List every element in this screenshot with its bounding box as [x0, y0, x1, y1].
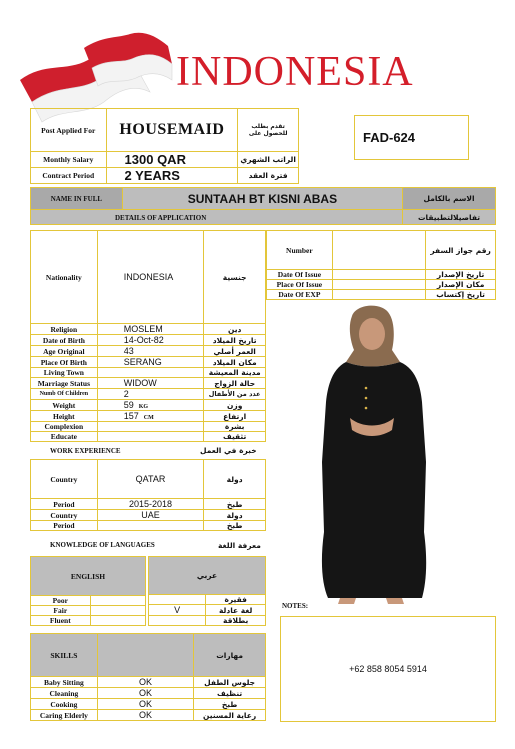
- skill-label: Cleaning: [31, 688, 98, 699]
- birthplace-value: SERANG: [97, 357, 204, 368]
- post-label-ar: تقدم بطلب للحصول على: [238, 109, 299, 152]
- educate-label: Educate: [31, 432, 98, 442]
- english-fair-value: [90, 606, 145, 616]
- english-fluent-value: [90, 616, 145, 626]
- height-unit: CM: [143, 415, 154, 421]
- arabic-poor-label: فقيرة: [206, 595, 266, 605]
- complexion-value: [97, 422, 204, 432]
- weight-label-ar: وزن: [204, 400, 266, 411]
- skill-value: OK: [97, 710, 193, 721]
- detail-row: [31, 368, 266, 378]
- weight-label: Weight: [31, 400, 98, 411]
- english-poor-label: Poor: [31, 596, 91, 606]
- post-row: [31, 109, 299, 152]
- work-country-label: Country: [31, 510, 98, 521]
- passport-table: [266, 230, 496, 300]
- issue-date-label-ar: تاريخ الإصدار: [426, 270, 496, 280]
- detail-row: [31, 357, 266, 368]
- salary-value: 1300 QAR: [106, 152, 238, 168]
- arabic-poor-value: [149, 595, 206, 605]
- work-period-label-ar: طبخ: [204, 521, 266, 531]
- marriage-label-ar: حالة الزواج: [204, 378, 266, 389]
- living-town-label: Living Town: [31, 368, 98, 378]
- work-period-label: Period: [31, 499, 98, 510]
- skill-label-ar: جلوس الطفل: [194, 677, 266, 688]
- languages-label: KNOWLEDGE OF LANGUAGES: [50, 541, 155, 549]
- dob-label-ar: تاريخ الميلاد: [204, 335, 266, 346]
- skill-value: OK: [97, 699, 193, 710]
- arabic-fair-label: لغة عادلة: [206, 605, 266, 616]
- educate-value: [97, 432, 204, 442]
- contract-row: [31, 168, 299, 184]
- applicant-photo: [310, 302, 436, 607]
- height-label: Height: [31, 411, 98, 422]
- work-period-label: Period: [31, 521, 98, 531]
- detail-row: [31, 346, 266, 357]
- name-table: [30, 187, 496, 225]
- marriage-value: WIDOW: [97, 378, 204, 389]
- skill-label-ar: تنظيف: [194, 688, 266, 699]
- work-country-label-ar: دولة: [204, 510, 266, 521]
- details-label: DETAILS OF APPLICATION: [115, 213, 207, 222]
- issue-place-value: [332, 280, 425, 290]
- personal-details-table: [30, 230, 266, 442]
- name-label: NAME IN FULL: [31, 188, 123, 210]
- work-experience-label-ar: خبرة في العمل: [200, 446, 257, 455]
- notes-label: NOTES:: [282, 602, 309, 610]
- arabic-fluent-label: بطلاقة: [206, 616, 266, 626]
- detail-row: [31, 422, 266, 432]
- full-name-value: SUNTAAH BT KISNI ABAS: [122, 188, 402, 210]
- arabic-fluent-value: [149, 616, 206, 626]
- reference-code: FAD-624: [363, 130, 416, 145]
- detail-row: [31, 335, 266, 346]
- birthplace-label-ar: مكان الميلاد: [204, 357, 266, 368]
- weight-unit: KG: [138, 404, 149, 410]
- expiry-label-ar: تاريخ إكتساب: [426, 290, 496, 300]
- nationality-label: Nationality: [31, 231, 98, 324]
- work-period-value: 2015-2018: [97, 499, 204, 510]
- detail-row: [31, 411, 266, 422]
- living-town-label-ar: مدينة المعيشة: [204, 368, 266, 378]
- work-experience-table: [30, 459, 266, 531]
- complexion-label-ar: بشرة: [204, 422, 266, 432]
- salary-label: Monthly Salary: [31, 152, 107, 168]
- marriage-label: Marriage Status: [31, 378, 98, 389]
- complexion-label: Complexion: [31, 422, 98, 432]
- skill-value: OK: [97, 688, 193, 699]
- skills-label-ar: مهارات: [194, 634, 266, 677]
- children-label-ar: عدد من الأطفال: [204, 389, 266, 400]
- children-label: Numb Of Children: [31, 389, 98, 400]
- issue-date-label: Date Of Issue: [267, 270, 333, 280]
- reference-code-box: [354, 115, 469, 160]
- job-info-table: [30, 108, 299, 184]
- work-period-value: [97, 521, 204, 531]
- contract-label: Contract Period: [31, 168, 107, 184]
- skill-label-ar: طبخ: [194, 699, 266, 710]
- expiry-value: [332, 290, 425, 300]
- issue-date-value: [332, 270, 425, 280]
- height-value: 157: [123, 411, 139, 421]
- detail-row: [31, 324, 266, 335]
- arabic-fair-value: V: [149, 605, 206, 616]
- notes-box: [280, 616, 496, 722]
- salary-label-ar: الراتب الشهري: [238, 152, 299, 168]
- religion-label-ar: دين: [204, 324, 266, 335]
- contract-label-ar: فترة العقد: [238, 168, 299, 184]
- skill-label: Caring Elderly: [31, 710, 98, 721]
- expiry-label: Date Of EXP: [267, 290, 333, 300]
- skills-table: [30, 633, 266, 721]
- detail-row: [31, 432, 266, 442]
- work-country-value: UAE: [97, 510, 204, 521]
- skill-value: OK: [97, 677, 193, 688]
- age-label: Age Original: [31, 346, 98, 357]
- living-town-value: [97, 368, 204, 378]
- skill-label: Baby Sitting: [31, 677, 98, 688]
- arabic-header: عربي: [149, 557, 266, 595]
- skills-label: SKILLS: [31, 634, 98, 677]
- name-label-ar: الاسم بالكامل: [403, 188, 496, 210]
- english-level-table: [30, 556, 146, 626]
- educate-label-ar: تثقيف: [204, 432, 266, 442]
- issue-place-label: Place Of Issue: [267, 280, 333, 290]
- salary-row: [31, 152, 299, 168]
- dob-value: 14-Oct-82: [97, 335, 204, 346]
- languages-label-ar: معرفة اللغة: [218, 541, 261, 550]
- skill-label: Cooking: [31, 699, 98, 710]
- religion-value: MOSLEM: [97, 324, 204, 335]
- arabic-level-table: [148, 556, 266, 626]
- english-fluent-label: Fluent: [31, 616, 91, 626]
- post-value: HOUSEMAID: [106, 109, 238, 152]
- passport-number-value: [332, 231, 425, 270]
- work-country-label-ar: دولة: [204, 460, 266, 499]
- nationality-label-ar: جنسية: [204, 231, 266, 324]
- english-fair-label: Fair: [31, 606, 91, 616]
- passport-number-label: Number: [267, 231, 333, 270]
- phone-number: +62 858 8054 5914: [349, 664, 427, 674]
- height-label-ar: ارتفاع: [204, 411, 266, 422]
- dob-label: Date of Birth: [31, 335, 98, 346]
- work-country-value: QATAR: [97, 460, 204, 499]
- english-poor-value: [90, 596, 145, 606]
- work-country-label: Country: [31, 460, 98, 499]
- detail-row: [31, 231, 266, 324]
- passport-number-label-ar: رقم جواز السفر: [426, 231, 496, 270]
- skill-label-ar: رعاية المسنين: [194, 710, 266, 721]
- detail-row: [31, 378, 266, 389]
- issue-place-label-ar: مكان الإصدار: [426, 280, 496, 290]
- post-label: Post Applied For: [31, 109, 107, 152]
- brand-title: INDONESIA: [176, 49, 414, 95]
- detail-row: [31, 400, 266, 411]
- detail-row: [31, 389, 266, 400]
- details-label-ar: تفاصيلالتطبيقات: [403, 210, 496, 225]
- children-value: 2: [97, 389, 204, 400]
- birthplace-label: Place Of Birth: [31, 357, 98, 368]
- religion-label: Religion: [31, 324, 98, 335]
- age-value: 43: [97, 346, 204, 357]
- age-label-ar: العمر أصلي: [204, 346, 266, 357]
- weight-value: 59: [123, 400, 134, 410]
- contract-value: 2 YEARS: [106, 168, 238, 184]
- english-header: ENGLISH: [31, 557, 146, 596]
- work-experience-label: WORK EXPERIENCE: [50, 447, 121, 455]
- nationality-value: INDONESIA: [97, 231, 204, 324]
- work-period-label-ar: طبخ: [204, 499, 266, 510]
